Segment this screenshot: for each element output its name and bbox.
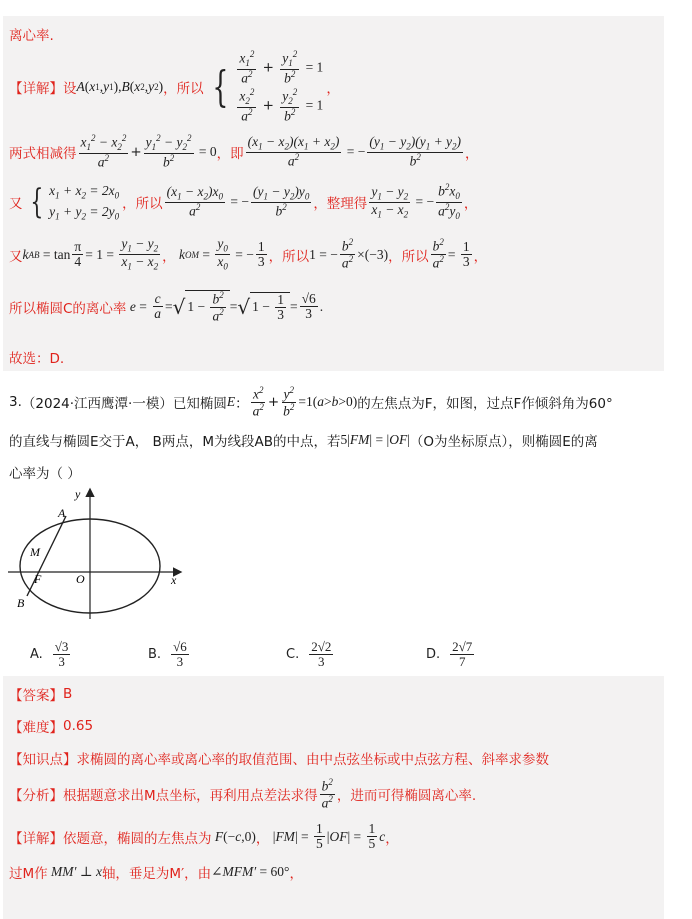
answer-line-1: 故选：D. xyxy=(9,351,65,367)
last-row: 过M作 MM′ ⊥ x 轴，垂足为M′，由 ∠ MFM′ = 60° ， xyxy=(9,864,303,882)
analysis-row: 【分析】 根据题意求出M点坐标，再利用点差法求得 $\frac{b^2}{a^2}$ ，进而可得椭圆离心率. xyxy=(9,777,477,811)
stem2: 的直线与椭圆E交于A， B两点，M为线段AB的中点，若 xyxy=(9,434,341,450)
also-text: 又 xyxy=(9,196,23,213)
stem1-tail: 的左焦点为F，如图，过点F作倾斜角为60° xyxy=(357,396,613,413)
kab-text: 又 xyxy=(9,248,23,265)
label-x: x xyxy=(171,573,177,587)
last-line-2: 轴，垂足为M′，由 xyxy=(101,866,212,882)
question3-line1: 3. （2024·江西鹰潭·一模）已知椭圆 E ： $\frac{x^2}{a^2}$ + $\frac{y^2}{b^2}$ =1( a > b >0) 的左焦点为F，如图，过点F作倾斜角为60° xyxy=(9,385,613,419)
question-number: 3. xyxy=(9,394,22,411)
equation-system-1: { $\frac{x_1^2}{a^2}$ + $\frac{y_1^2}{b^2}$ = 1 $\frac{x_2^2}{a^2}$ + $\frac{y_2^2}{b^2}$ = 1 xyxy=(211,49,324,124)
label-o: O xyxy=(76,572,85,586)
label-b: B xyxy=(17,596,25,610)
detail-text-2: 依题意，椭圆的左焦点为 xyxy=(63,830,212,847)
option-c-label: C. xyxy=(286,646,300,662)
detail-row-2: 【详解】 依题意，椭圆的左焦点为 F (− c ,0) ， | FM | = $\frac{1}{5}$ | OF | = $\frac{1}{5}$ c ， xyxy=(9,821,399,852)
question-source: （2024·江西鹰潭·一模）已知椭圆 xyxy=(21,396,227,413)
arrange-text: ，整理得 xyxy=(313,196,368,213)
so2-text: ，所以 xyxy=(388,248,429,265)
detail-tag: 【详解】 xyxy=(9,80,63,97)
slope-line: 又 k AB = tan $\frac{\pi}{4}$ = 1 = $\frac{y_1 - y_2}{x_1 - x_2}$ ， k OM = $\frac{y_0}{x_0}$ = − $\frac{1}{3}$ ，所以 1 = − $\frac{b^2}{a^2}$ ×(−3) ，所以 $\frac{b^2}{a^2}$ = $\frac{1}{3}$ ， xyxy=(9,236,488,272)
detail-line-1: 【详解】 设 A ( x 1 , y 1 ), B ( x 2 , y 2 ) ，所以 { $\frac{x_1^2}{a^2}$ + $\frac{y_1^2}{b^2}$ = 1 $\frac{x_2^2}{a^2}$ + $\frac{y_2^2}{b^2}$ = 1 ， xyxy=(9,49,340,124)
question3-line3: 心率为（ ） xyxy=(9,466,81,482)
analysis-text-2: ，进而可得椭圆离心率. xyxy=(336,788,477,805)
option-b-label: B. xyxy=(148,646,162,662)
tan-value: 1 xyxy=(96,246,103,262)
option-a[interactable]: A. $\frac{√3}{3}$ xyxy=(30,639,69,669)
option-d-label: D. xyxy=(426,646,441,662)
ellipse-figure xyxy=(8,484,188,624)
knowledge-row xyxy=(9,748,549,768)
difficulty-row xyxy=(9,716,93,736)
also-line: 又 { $x_1 + x_2 = 2x_0$ $y_1 + y_2 = 2y_0$ ，所以 $\frac{(x_1 - x_2)x_0}{a^2}$ = − $\frac{(y_1 - y_2)y_0}{b^2}$ ，整理得 $\frac{y_1 - y_2}{x_1 - x_2}$ = − $\frac{b^2x_0}{a^2y_0}$ ， xyxy=(9,182,478,223)
detail-text-1: 设 xyxy=(63,80,77,97)
label-m: M xyxy=(30,545,40,559)
analysis-text-1: 根据题意求出M点坐标，再利用点差法求得 xyxy=(63,788,318,805)
option-a-label: A. xyxy=(30,646,43,662)
label-f: F xyxy=(34,572,42,586)
answer-tag: 【答案】 xyxy=(9,688,63,704)
knowledge-text: 求椭圆的离心率或离心率的取值范围、由中点弦坐标或中点弦方程、斜率求参数 xyxy=(76,752,549,768)
conclusion-line: 所以椭圆C的离心率 e = $\frac{c}{a}$ = √ 1 − $\frac{b^2}{a^2}$ = √ 1 − $\frac{1}{3}$ = $\frac{√6}{3}$ . xyxy=(9,290,324,324)
stem2-tail: （O为坐标原点），则椭圆E的离 xyxy=(409,434,598,450)
detail-tag-2: 【详解】 xyxy=(9,830,63,847)
analysis-tag: 【分析】 xyxy=(9,788,63,805)
intro-tail: 离心率. xyxy=(9,28,54,44)
difficulty-value: 0.65 xyxy=(63,718,94,734)
so-text: ，所以 xyxy=(122,196,163,213)
option-b[interactable]: B. $\frac{√6}{3}$ xyxy=(148,639,187,669)
question3-line2: 的直线与椭圆E交于A， B两点，M为线段AB的中点，若 5| FM | = | OF | （O为坐标原点），则椭圆E的离 xyxy=(9,432,598,450)
subtract-line: 两式相减得 $\frac{x_1^2 - x_2^2}{a^2}$ + $\frac{y_1^2 - y_2^2}{b^2}$ = 0 ，即 $\frac{(x_1 - x_2)(x_1 + x_2)}{a^2}$ = − $\frac{(y_1 - y_2)(y_1 + y_2)}{b^2}$ ， xyxy=(9,133,479,170)
so1-text: ，所以 xyxy=(268,248,310,265)
last-line-1: 过M作 xyxy=(9,866,48,882)
last-line-3: ， xyxy=(289,866,303,882)
option-c[interactable]: C. $\frac{2√2}{3}$ xyxy=(286,639,332,669)
subtract-text: 两式相减得 xyxy=(9,145,77,162)
answer-row xyxy=(9,684,72,704)
subtract-mid: ，即 xyxy=(216,145,244,162)
label-y: y xyxy=(75,487,81,501)
conclusion-text: 所以椭圆C的离心率 xyxy=(9,300,127,317)
answer-value: B xyxy=(63,686,73,702)
difficulty-tag: 【难度】 xyxy=(9,720,63,736)
label-a: A xyxy=(58,506,66,520)
option-d[interactable]: D. $\frac{2√7}{7}$ xyxy=(426,639,473,669)
knowledge-tag: 【知识点】 xyxy=(9,752,77,768)
